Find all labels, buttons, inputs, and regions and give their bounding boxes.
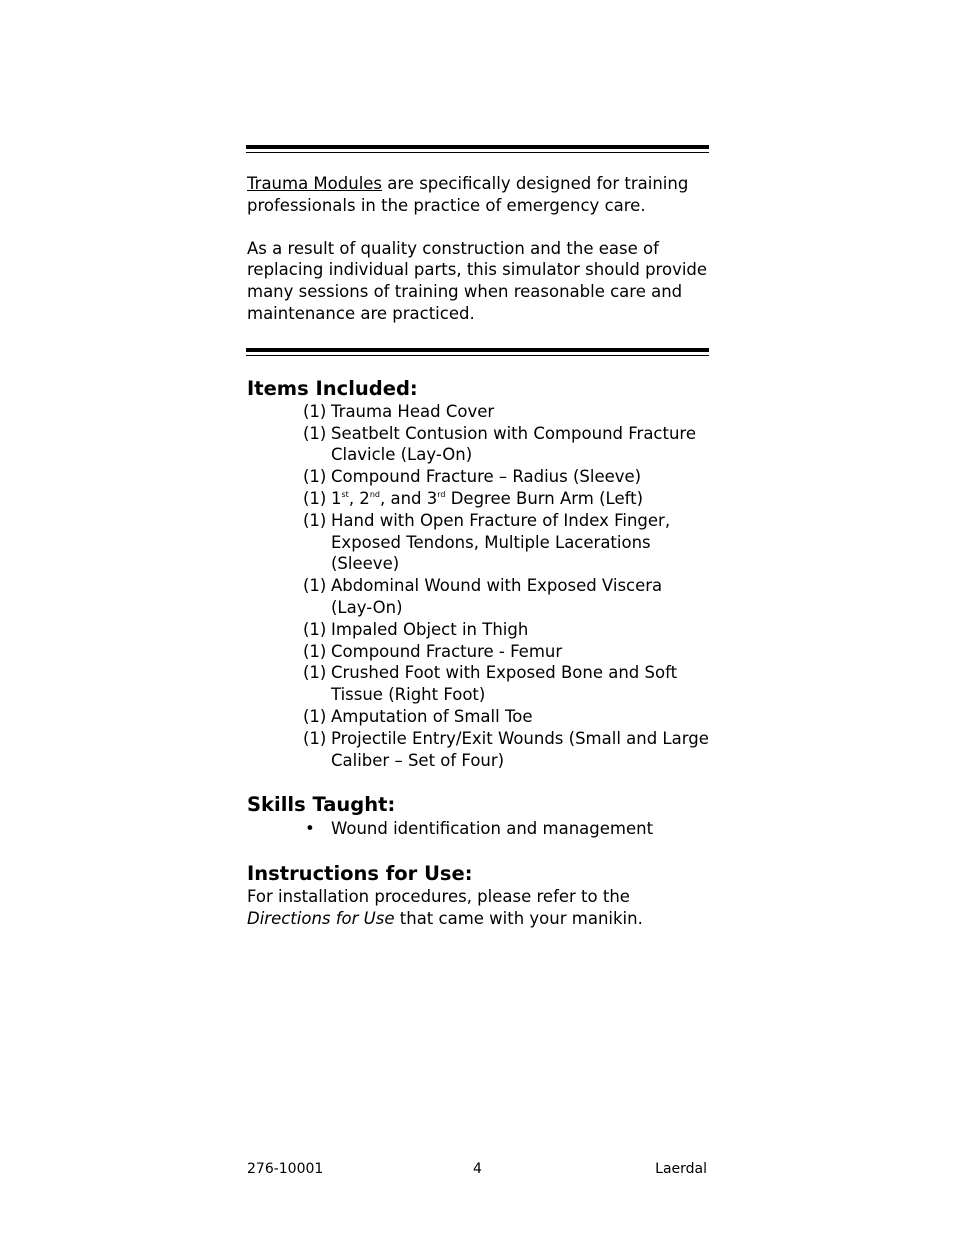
item-qty: (1) — [303, 576, 327, 596]
burn-number-2: , 2 — [348, 488, 370, 508]
item-text: Abdominal Wound with Exposed Viscera (Lay-On) — [331, 576, 663, 617]
instructions-title: Instructions for Use: — [247, 862, 473, 886]
page-footer — [247, 1160, 707, 1178]
intro-sentence-rest: are specifically designed for training professionals in the practice of emergency care. — [247, 174, 689, 215]
list-item — [303, 466, 709, 488]
items-included-section — [247, 377, 709, 772]
items-included-title: Items Included: — [247, 376, 418, 400]
item-text: Crushed Foot with Exposed Bone and Soft Tissue (Right Foot) — [331, 663, 678, 705]
item-qty: (1) — [303, 488, 327, 508]
brand-name: Laerdal — [655, 1161, 707, 1177]
skills-taught-title: Skills Taught: — [247, 793, 396, 817]
item-text — [331, 488, 709, 510]
item-text: Amputation of Small Toe — [331, 706, 533, 726]
burn-number-1: 1 — [331, 488, 342, 508]
directions-for-use: Directions for Use — [247, 908, 395, 928]
trauma-modules-link: Trauma Modules — [247, 174, 383, 193]
list-item — [303, 818, 709, 840]
skills-taught-section — [247, 793, 709, 840]
list-item — [303, 619, 709, 641]
bullet-icon: • — [305, 819, 315, 839]
intro-paragraph-1 — [247, 173, 709, 217]
page-number: 4 — [473, 1161, 482, 1177]
list-item — [303, 488, 709, 510]
item-qty: (1) — [303, 619, 327, 639]
intro — [247, 173, 709, 325]
item-qty: (1) — [303, 728, 327, 748]
list-item — [303, 728, 709, 772]
instructions-section — [247, 862, 709, 930]
instructions-text — [247, 886, 709, 930]
burn-suffix-1: st — [341, 489, 349, 499]
list-item — [303, 401, 709, 423]
list-item — [303, 575, 709, 619]
items-list — [247, 401, 709, 772]
item-text: Hand with Open Fracture of Index Finger, Exposed Tendons, Multiple Lacerations (Sleeve) — [331, 510, 671, 574]
skill-text: Wound identification and management — [331, 819, 654, 839]
document-number: 276-10001 — [247, 1161, 324, 1177]
list-item — [303, 662, 709, 706]
burn-suffix-3: rd — [437, 489, 446, 499]
skills-list — [247, 818, 709, 840]
item-text: Compound Fracture – Radius (Sleeve) — [331, 467, 642, 487]
item-qty: (1) — [303, 663, 327, 683]
item-qty: (1) — [303, 423, 327, 443]
list-item — [303, 423, 709, 467]
instructions-text-before: For installation procedures, please refer to the — [247, 887, 630, 907]
list-item — [303, 706, 709, 728]
item-text: Seatbelt Contusion with Compound Fracture Clavicle (Lay-On) — [331, 423, 697, 465]
top-rule — [246, 145, 709, 153]
item-text: Impaled Object in Thigh — [331, 619, 529, 639]
item-qty: (1) — [303, 401, 327, 421]
item-qty: (1) — [303, 706, 327, 726]
intro-paragraph-2: As a result of quality construction and the ease of replacing individual parts, this simulator should provide many sessions of training when reasonable care and maintenance are practiced. — [247, 238, 708, 323]
instructions-text-after: that came with your manikin. — [394, 908, 643, 928]
item-text: Trauma Head Cover — [331, 401, 495, 421]
burn-suffix-2: nd — [369, 489, 380, 499]
list-item — [303, 641, 709, 663]
item-text: Compound Fracture - Femur — [331, 641, 563, 661]
item-qty: (1) — [303, 641, 327, 661]
burn-number-3: , and 3 — [379, 488, 438, 508]
list-item — [303, 510, 709, 575]
item-qty: (1) — [303, 467, 327, 487]
item-qty: (1) — [303, 510, 327, 530]
page-content — [247, 173, 709, 930]
burn-rest: Degree Burn Arm (Left) — [445, 488, 644, 508]
item-text: Projectile Entry/Exit Wounds (Small and Large Caliber – Set of Four) — [331, 728, 709, 770]
